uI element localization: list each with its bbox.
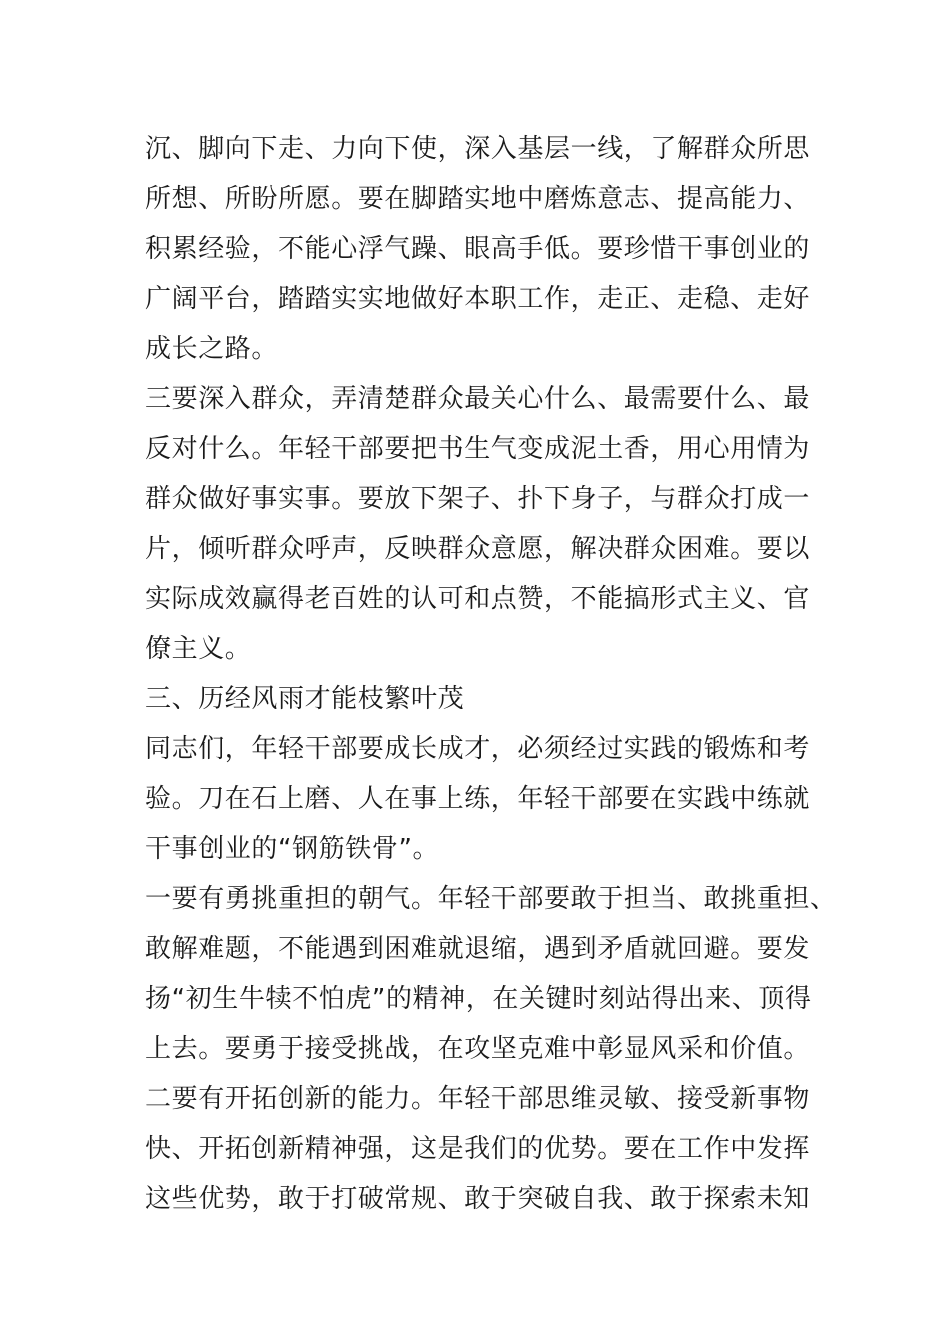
text-line: 二要有开拓创新的能力。年轻干部思维灵敏、接受新事物 <box>145 1084 811 1114</box>
text-line: 所想、所盼所愿。要在脚踏实地中磨炼意志、提高能力、 <box>145 184 811 214</box>
text-line: 干事创业的“钢筋铁骨”。 <box>145 834 440 864</box>
text-line: 扬“初生牛犊不怕虎”的精神，在关键时刻站得出来、顶得 <box>145 984 812 1014</box>
text-line: 群众做好事实事。要放下架子、扑下身子，与群众打成一 <box>145 484 811 514</box>
text-line: 快、开拓创新精神强，这是我们的优势。要在工作中发挥 <box>145 1134 811 1164</box>
text-line: 僚主义。 <box>145 634 252 664</box>
text-line: 上去。要勇于接受挑战，在攻坚克难中彰显风采和价值。 <box>145 1034 811 1064</box>
text-line: 积累经验，不能心浮气躁、眼高手低。要珍惜干事创业的 <box>145 234 811 264</box>
text-line: 片，倾听群众呼声，反映群众意愿，解决群众困难。要以 <box>145 534 811 564</box>
text-line: 同志们，年轻干部要成长成才，必须经过实践的锻炼和考 <box>145 734 811 764</box>
text-line: 验。刀在石上磨、人在事上练，年轻干部要在实践中练就 <box>145 784 811 814</box>
body-text <box>145 124 837 1224</box>
text-line: 实际成效赢得老百姓的认可和点赞，不能搞形式主义、官 <box>145 584 811 614</box>
section-heading: 三、历经风雨才能枝繁叶茂 <box>145 684 465 714</box>
text-line: 敢解难题，不能遇到困难就退缩，遇到矛盾就回避。要发 <box>145 934 811 964</box>
text-line: 广阔平台，踏踏实实地做好本职工作，走正、走稳、走好 <box>145 284 811 314</box>
text-line: 这些优势，敢于打破常规、敢于突破自我、敢于探索未知 <box>145 1184 811 1214</box>
text-line: 成长之路。 <box>145 334 279 364</box>
text-line: 反对什么。年轻干部要把书生气变成泥土香，用心用情为 <box>145 434 811 464</box>
text-line: 一要有勇挑重担的朝气。年轻干部要敢于担当、敢挑重担、 <box>145 884 837 914</box>
text-line: 沉、脚向下走、力向下使，深入基层一线，了解群众所思 <box>145 134 811 164</box>
text-line: 三要深入群众，弄清楚群众最关心什么、最需要什么、最 <box>145 384 811 414</box>
